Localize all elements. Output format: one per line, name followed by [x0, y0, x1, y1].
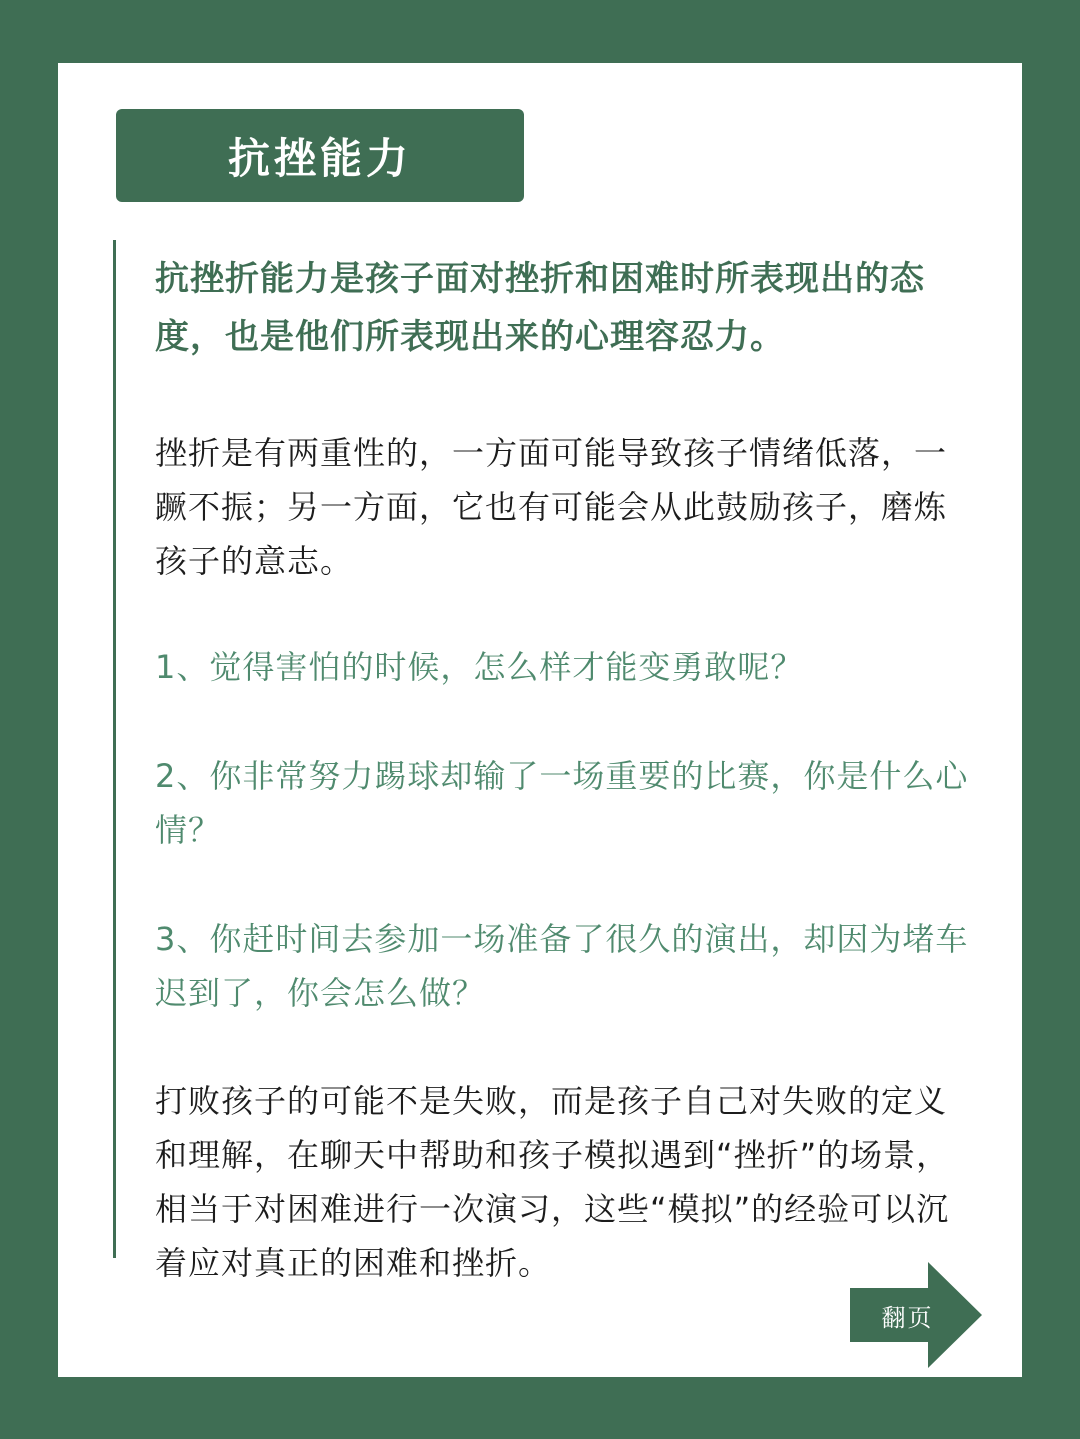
question-1: 1、觉得害怕的时候，怎么样才能变勇敢呢？ [155, 648, 804, 686]
paragraph-duality: 挫折是有两重性的，一方面可能导致孩子情绪低落，一蹶不振；另一方面，它也有可能会从此鼓励孩子，磨炼孩子的意志。 [155, 434, 948, 580]
page-title: 抗挫能力 [116, 109, 524, 202]
left-accent-line [113, 240, 116, 1258]
question-3: 3、你赶时间去参加一场准备了很久的演出，却因为堵车迟到了，你会怎么做？ [155, 920, 969, 1012]
intro-text: 抗挫折能力是孩子面对挫折和困难时所表现出的态度，也是他们所表现出来的心理容忍力。 [155, 259, 925, 357]
next-page-label: 翻页 [881, 1303, 934, 1332]
question-2: 2、你非常努力踢球却输了一场重要的比赛，你是什么心情？ [155, 757, 969, 849]
paragraph-conclusion: 打败孩子的可能不是失败，而是孩子自己对失败的定义和理解，在聊天中帮助和孩子模拟遇到“挫折”的场景，相当于对困难进行一次演习，这些“模拟”的经验可以沉着应对真正的困难和挫折。 [155, 1082, 950, 1282]
next-page-button[interactable] [850, 1262, 982, 1368]
